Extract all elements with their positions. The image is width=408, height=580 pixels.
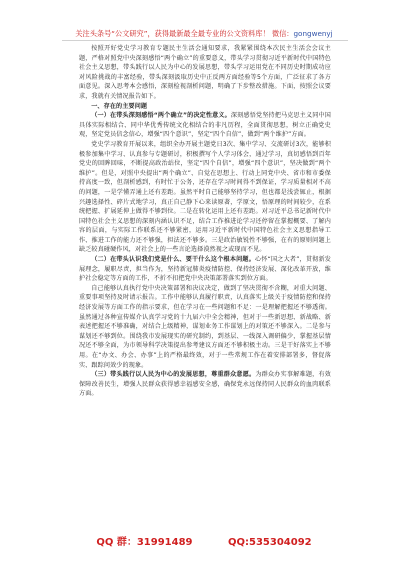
footer-contact [0,533,408,548]
subsection-1-title: （一）在带头深刻感悟“两个确立”的决定性意义。 [91,112,231,120]
document-body [79,44,331,399]
header-divider [62,40,348,41]
subsection-3-title: （三）带头践行以人民为中心的发展思想，尊重群众意愿。 [91,371,256,379]
subsection-3-paragraph [79,370,331,399]
wechat-handle: gongwenyj [293,29,333,38]
intro-paragraph: 按照开好党史学习教育专题民主生活会通知要求，我紧紧围绕本次民主生活会会议主题，严格对照党中央深刻感悟“两个确立”的重要意义，带头学习贯彻习近平新时代中国特色社会主义思想，带头践行以人民为中心的发展思想，带头学习运用党在不同历史时期成功应对风险挑战的丰富经验，带头深刻汲取历史中正反两方面经验等5个方面，广泛征求了各方面意见。深入思考本会感悟，深刻检视剖析问题，明确了下步整改措施。下面，按照会议要求，我就有关情况报告如下。 [79,45,331,100]
subsection-2-lead: 心怀“国之大者”，贯彻新发展理念，履职尽责，担当作为，坚持新冠肺炎疫情防控、保持经济发展、深化改革开放，维护社会稳定等方面的工作，不折不扣把党中央决策部署落实到位方面。 [79,256,331,283]
header-banner [0,29,408,39]
footer-qq-group: QQ 群：31991489 [96,537,193,548]
subsection-1-paragraph [79,111,331,140]
subsection-2-body: 自己能够认真执行党中央决策部署和决议决定，做到了坚决贯彻不含糊，对重大问题、重要事项坚持及时请示报告。工作中能够认真履行职责，认真落实上级关于疫情防控和保持经济发展等方面工作的指示要求，但在学习在一些问题和不足：一是理解把握还不够透彻。虽然通过各种宣传媒介认真学习党的十九届六中全会精神，但对于一些新思想、新战略、新表述把握还不够准确，对结合上级精神，谋划业务工作谋划上的对策还不够深入。二是参与谋划还不够到位。围绕我市发展现实的研究制约，到基层、一线深入调研偏少，掌握基层情况还不够全面，为市领导科学决策提出参考建议方面还不够积极主动。三是干好落实上不够用。在“办文、办会、办事”上的严格最终效，对于一些常规工作在着安排部署多，督促落实、跟踪问效少的现象。 [79,284,331,369]
subsection-3-lead: 为群众办实事解难题，有效保障改善民生，增强人民群众获得感幸福感安全感，确保党永远保持同人民群众的血肉联系方面。 [79,371,332,398]
footer-qq-number: QQ:535304092 [228,537,312,548]
banner-text: 关注头条号“公文研究”，获得最新最全最专业的公文资料库！ 微信： [75,29,294,38]
subsection-2-title: （二）在带头认识我们党是什么、要干什么这个根本问题。 [91,256,256,264]
subsection-1-body: 党史学习教育开展以来，组织全办开展主题党日3次、集中学习、交流研讨3次，能够积极参加集中学习、认真参与专题研讨，积极撰写个人学习体会，通过学习，真切感悟到百年党史的回眸回味，不断提高政治站位，坚定“四个自信”，增强“四个意识”，坚决做到“两个维护”。但是，对照中央提出“两个确立”、自觉在思想上、行动上同党中央、省市和市委保持高度一致，但剖析感到，有时忙于公务，还存在学习时间得不到保证，学习质量相对不高的问题，一是学懂弄通上还有差距。虽然平时自己能够坚持学习，但也都是浅尝辄止，根据兴趣选择性、碎片式地学习，真正自己静下心来读原著，学原文，悟原理的时间较少，在系统把握、扩展延伸上做得不够到位。二是在转化运用上还有差距。对习近平总书记新时代中国特色社会主义思想的深刻内涵认识不足，结合工作推进论学习还停留在掌握概要、了解内容的层面，与实际工作联系还不够紧密，运用习近平新时代中国特色社会主义思想指导工作、推进工作的能力还不够强，担法还不够多。三是政治敏锐性不够强，在有的原则问题上缺乏较真碰硬作风，对社会上的一些言论选择漠然视之或现而不见。 [79,140,331,254]
subsection-2-paragraph [79,255,331,284]
subsection-1-lead: 深刻感悟党坚持把马克思主义同中国具体实际相结合、同中华优秀传统文化相结合的非凡历程，全面贯彻思想，树立正确党史观，坚定党员信念信心，增强“四个意识”，坚定“四个自信”，做到“两个维护”方面。 [79,112,331,139]
section-heading-problems: 一、存在的主要问题 [91,102,148,110]
